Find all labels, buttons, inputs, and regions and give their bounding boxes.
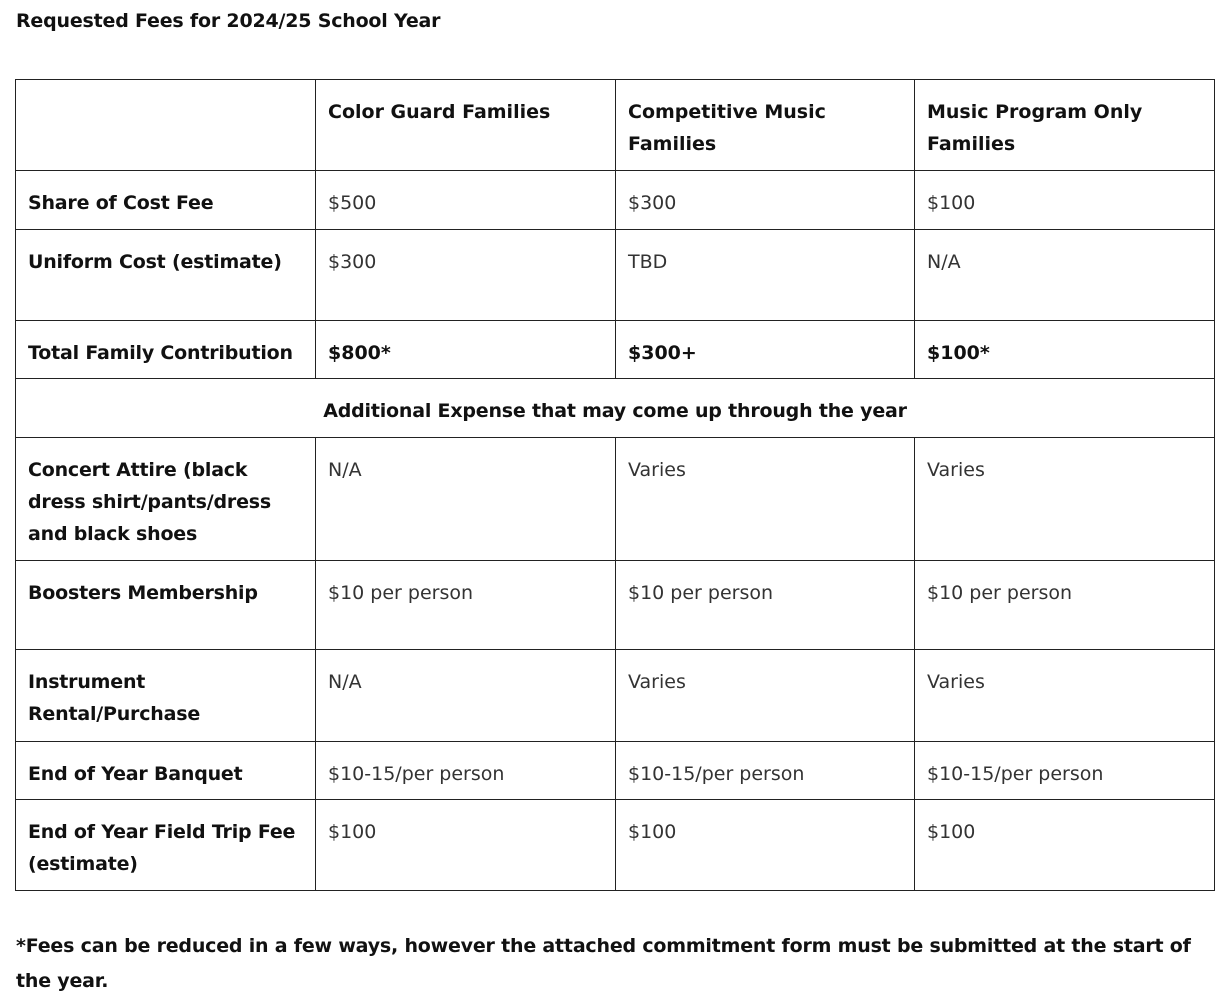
table-cell: $100 [915,171,1215,230]
section-heading: Additional Expense that may come up through the year [16,379,1215,438]
row-label-banquet: End of Year Banquet [16,742,316,800]
table-cell: TBD [616,230,915,321]
table-cell: Varies [915,438,1215,561]
table-cell: N/A [915,230,1215,321]
table-cell: Varies [616,650,915,742]
table-cell: Varies [915,650,1215,742]
row-label-instrument-rental: Instrument Rental/Purchase [16,650,316,742]
table-row [16,650,1215,742]
table-cell: $10 per person [616,561,915,650]
table-row [16,171,1215,230]
table-row [16,321,1215,379]
table-cell: $300 [616,171,915,230]
row-label-boosters-membership: Boosters Membership [16,561,316,650]
document-title: Requested Fees for 2024/25 School Year [16,10,441,32]
table-row [16,800,1215,891]
row-label-total-contribution: Total Family Contribution [16,321,316,379]
table-cell: $100 [616,800,915,891]
table-cell: $10-15/per person [316,742,616,800]
table-cell: $100* [915,321,1215,379]
table-row [16,230,1215,321]
table-cell: $10 per person [316,561,616,650]
table-cell: $300+ [616,321,915,379]
table-cell: $10-15/per person [915,742,1215,800]
table-cell: $100 [316,800,616,891]
row-label-field-trip: End of Year Field Trip Fee (estimate) [16,800,316,891]
table-row [16,742,1215,800]
table-cell: $800* [316,321,616,379]
fees-table [15,79,1215,891]
header-competitive-music: Competitive Music Families [616,80,915,171]
table-header-row [16,80,1215,171]
table-cell: Varies [616,438,915,561]
table-cell: N/A [316,650,616,742]
table-cell: N/A [316,438,616,561]
table-cell: $300 [316,230,616,321]
row-label-concert-attire: Concert Attire (black dress shirt/pants/dress and black shoes [16,438,316,561]
table-row [16,438,1215,561]
header-cell-empty [16,80,316,171]
table-cell: $500 [316,171,616,230]
header-color-guard: Color Guard Families [316,80,616,171]
section-heading-row [16,379,1215,438]
footnote: *Fees can be reduced in a few ways, however the attached commitment form must be submitted at the start of the year. [16,935,1191,992]
table-cell: $10 per person [915,561,1215,650]
table-cell: $100 [915,800,1215,891]
table-cell: $10-15/per person [616,742,915,800]
header-music-program-only: Music Program Only Families [915,80,1215,171]
table-row [16,561,1215,650]
row-label-share-of-cost: Share of Cost Fee [16,171,316,230]
row-label-uniform-cost: Uniform Cost (estimate) [16,230,316,321]
